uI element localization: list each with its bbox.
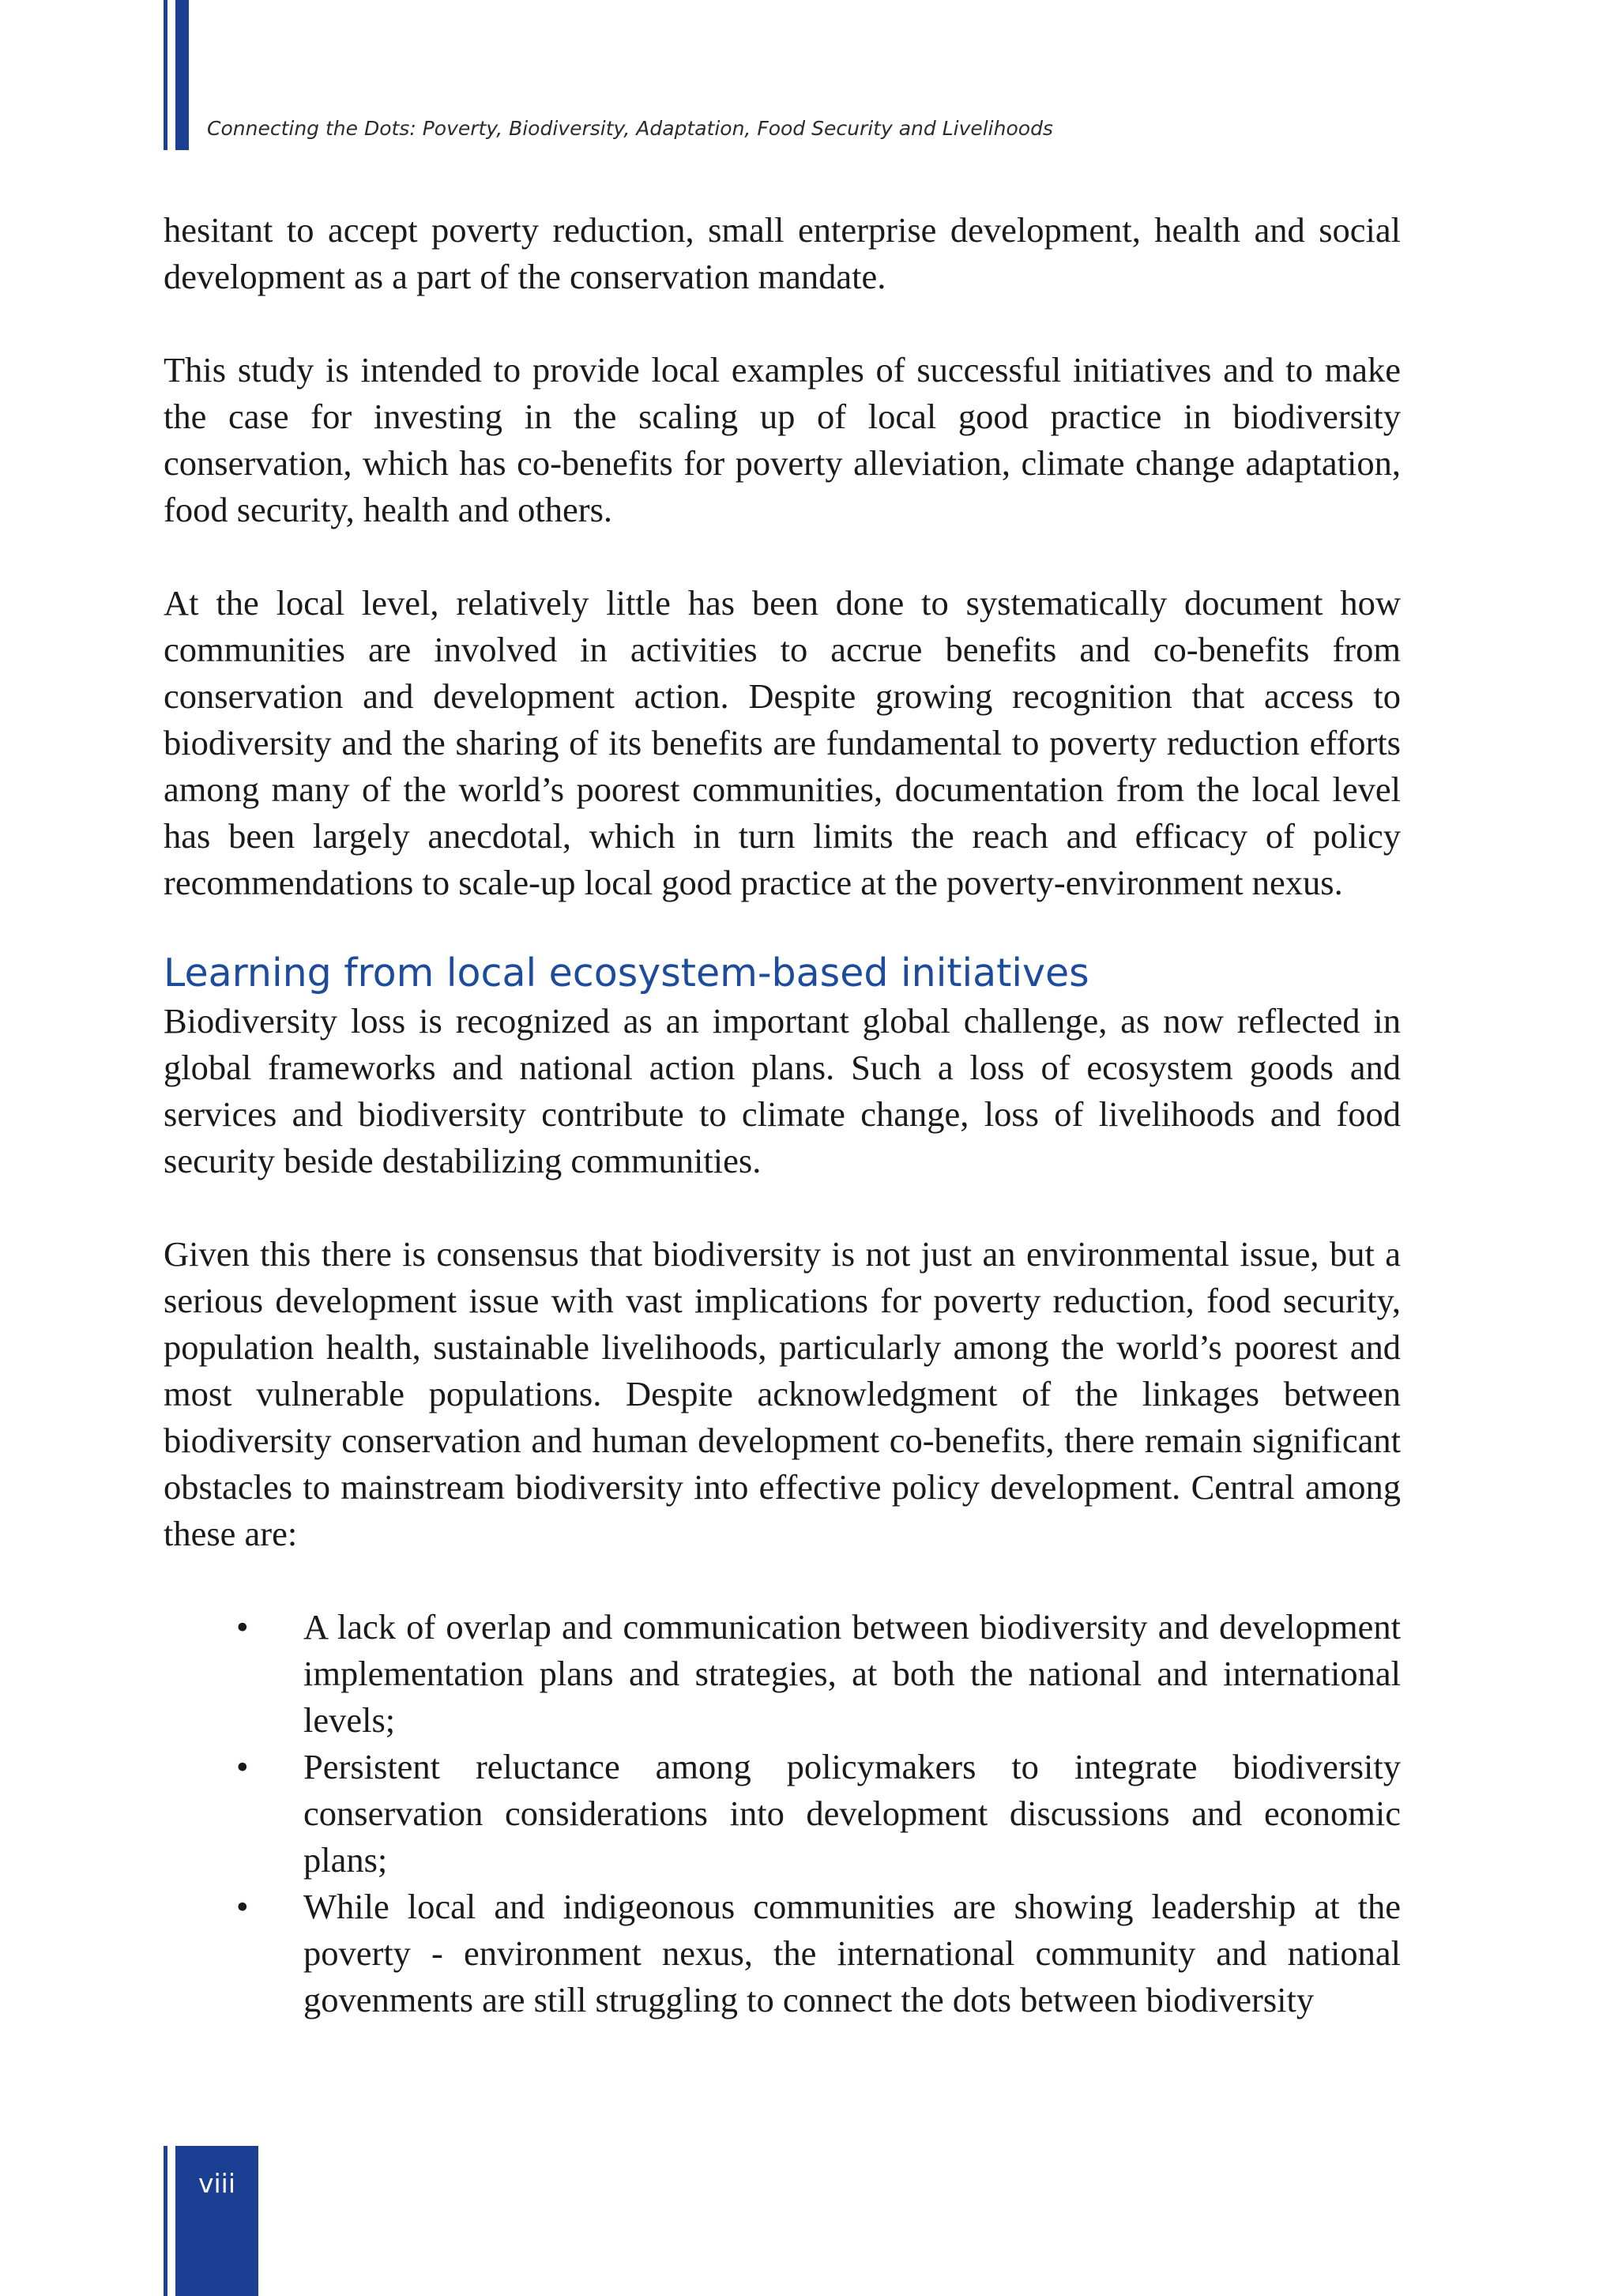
page-number: viii xyxy=(198,2168,236,2199)
header-rule-thin xyxy=(164,0,167,150)
list-item-text: A lack of overlap and communication between biodiversity and development implementation plans and strategies, at both the national and international levels; xyxy=(303,1607,1401,1740)
paragraph-4: Biodiversity loss is recognized as an important global challenge, as now reflected in global frameworks and national action plans. Such a loss of ecosystem goods and services and biodiversity contribute to climate change, loss of livelihoods and food security beside destabilizing communities. xyxy=(164,1001,1401,1180)
bullet-icon: • xyxy=(236,1747,249,1786)
paragraph-5: Given this there is consensus that biodiversity is not just an environmental issue, but a serious development issue with vast implications for poverty reduction, food security, population health, sustainable livelihoods, particularly among the world’s poorest and most vulnerable populations. Despite acknowledgment of the linkages between biodiversity conservation and human development co-benefits, there remain significant obstacles to mainstream biodiversity into effective policy development. Central among these are: xyxy=(164,1234,1401,1553)
paragraph-3: At the local level, relatively little has been done to systematically document how communities are involved in activities to accrue benefits and co-benefits from conservation and development action. Despite growing recognition that access to biodiversity and the sharing of its benefits are fundamental to poverty reduction efforts among many of the world’s poorest communities, documentation from the local level has been largely anecdotal, which in turn limits the reach and efficacy of policy recommendations to scale-up local good practice at the poverty-environment nexus. xyxy=(164,583,1401,902)
running-header: Connecting the Dots: Poverty, Biodiversity, Adaptation, Food Security and Livelihoods xyxy=(207,117,1053,140)
list-item-text: Persistent reluctance among policymakers to integrate biodiversity conservation considerations into development discussions and economic plans; xyxy=(303,1747,1401,1880)
paragraph-2: This study is intended to provide local examples of successful initiatives and to make the case for investing in the scaling up of local good practice in biodiversity conservation, which has co-benefits for poverty alleviation, climate change adaptation, food security, health and others. xyxy=(164,350,1401,529)
paragraph-1: hesitant to accept poverty reduction, small enterprise development, health and social development as a part of the conservation mandate. xyxy=(164,210,1401,296)
list-item-text: While local and indigeonous communities are showing leadership at the poverty - environment nexus, the international community and national govenments are still struggling to connect the dots between biodiversity xyxy=(303,1887,1401,2019)
footer-rule-thin xyxy=(164,2146,167,2296)
list-item xyxy=(164,1884,1401,2023)
bullet-icon: • xyxy=(236,1887,249,1926)
section-heading: Learning from local ecosystem-based initiatives xyxy=(164,950,1089,996)
list-item xyxy=(164,1744,1401,1884)
main-content xyxy=(164,207,1401,2023)
obstacles-list xyxy=(164,1604,1401,2023)
header-rule-thick xyxy=(175,0,189,150)
bullet-icon: • xyxy=(236,1607,249,1647)
list-item xyxy=(164,1604,1401,1744)
